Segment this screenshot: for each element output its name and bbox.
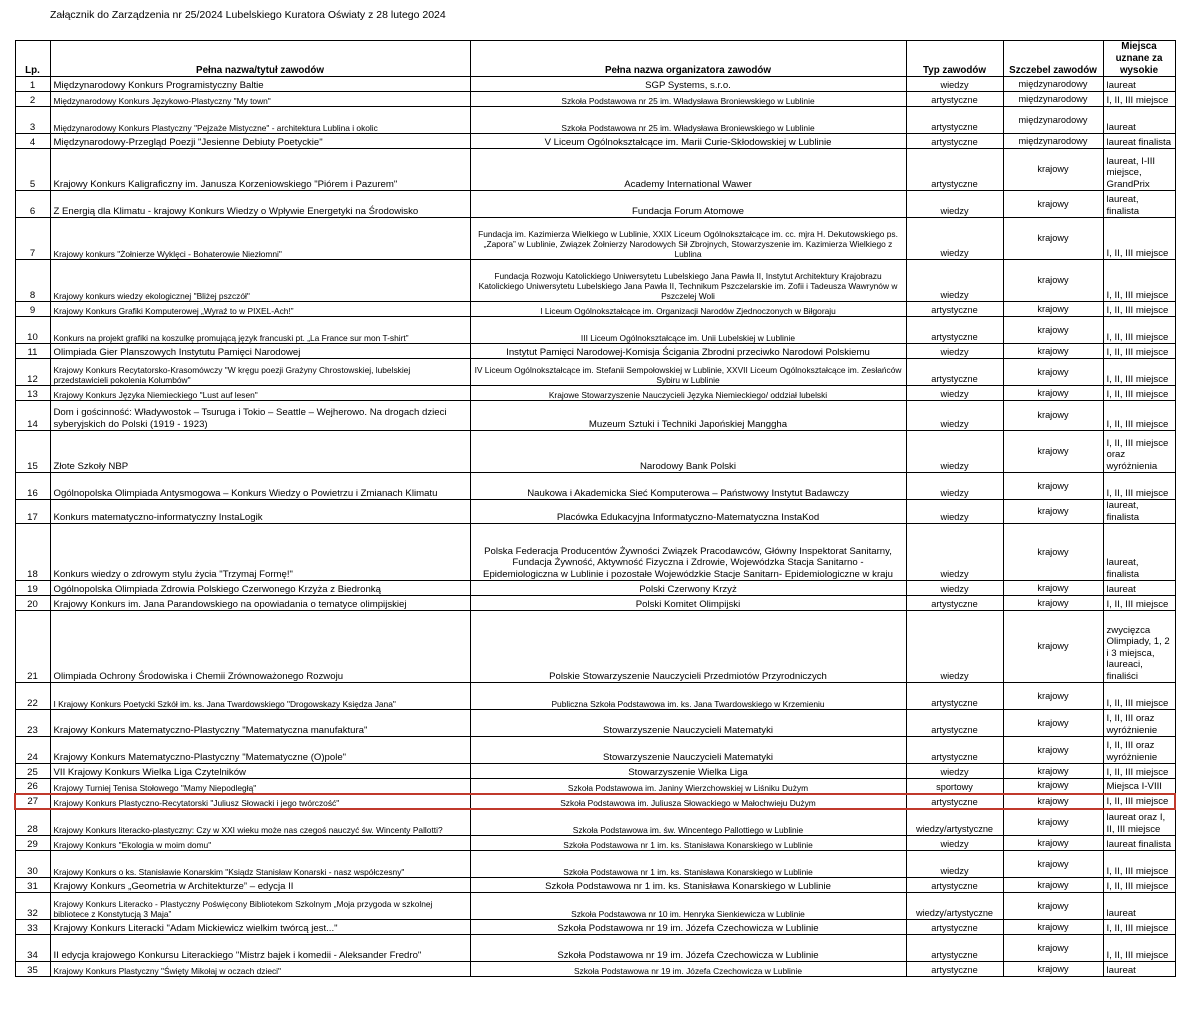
table-row [15,302,1175,317]
competition-name: Konkurs matematyczno-informatyczny InstaLogik [50,500,470,524]
table-row [15,920,1175,935]
competition-type: wiedzy [906,191,1003,218]
competition-level: krajowy [1003,596,1103,611]
recognized-places: laureat oraz I, II, III miejsce [1103,809,1175,836]
recognized-places: I, II, III miejsce [1103,683,1175,710]
competition-type: wiedzy [906,500,1003,524]
competition-level: krajowy [1003,851,1103,878]
competition-name: Krajowy konkurs "Żołnierze Wyklęci - Bohaterowie Niezłomni" [50,218,470,260]
competition-type: wiedzy [906,524,1003,581]
organizer-name: Instytut Pamięci Narodowej-Komisja Ścigania Zbrodni przeciwko Narodowi Polskiemu [470,344,906,359]
table-row [15,134,1175,149]
table-row [15,809,1175,836]
competition-type: artystyczne [906,596,1003,611]
table-row [15,878,1175,893]
table-row [15,737,1175,764]
table-row [15,431,1175,473]
competition-name: Krajowy Konkurs Grafiki Komputerowej „Wyraź to w PIXEL-Ach!” [50,302,470,317]
organizer-name: Muzeum Sztuki i Techniki Japońskiej Manggha [470,401,906,431]
row-number: 30 [15,851,50,878]
recognized-places: I, II, III miejsce [1103,851,1175,878]
recognized-places: laureat, finalista [1103,500,1175,524]
row-number: 21 [15,611,50,683]
row-number: 16 [15,473,50,500]
organizer-name: Krajowe Stowarzyszenie Nauczycieli Języka Niemieckiego/ oddział lubelski [470,386,906,401]
competition-level: krajowy [1003,962,1103,977]
table-row [15,794,1175,809]
competition-level: krajowy [1003,794,1103,809]
competition-name: Międzynarodowy Konkurs Programistyczny Baltie [50,77,470,92]
competition-name: Międzynarodowy Konkurs Plastyczny "Pejzaże Mistyczne" - architektura Lublina i okolic [50,107,470,134]
competition-name: Krajowy Konkurs Matematyczno-Plastyczny "Matematyczna manufaktura" [50,710,470,737]
row-number: 15 [15,431,50,473]
competition-name: Krajowy Konkurs Kaligraficzny im. Janusza Korzeniowskiego "Piórem i Pazurem" [50,149,470,191]
header-organizer: Pełna nazwa organizatora zawodów [470,41,906,77]
competition-name: Krajowy Konkurs Języka Niemieckiego "Lust auf lesen" [50,386,470,401]
competition-name: Konkurs na projekt grafiki na koszulkę promującą język francuski pt. „La France sur mon T-shirt” [50,317,470,344]
recognized-places: Miejsca I-VIII [1103,779,1175,794]
header-lp: Lp. [15,41,50,77]
competition-type: wiedzy [906,218,1003,260]
row-number: 31 [15,878,50,893]
table-row [15,317,1175,344]
competition-type: artystyczne [906,935,1003,962]
organizer-name: IV Liceum Ogólnokształcące im. Stefanii Sempołowskiej w Lublinie, XXVII Liceum Ogólnokształcące im. Zesłańców Sybiru w Lublinie [470,359,906,386]
recognized-places: I, II, III miejsce oraz wyróżnienia [1103,431,1175,473]
competition-type: wiedzy/artystyczne [906,893,1003,920]
table-row [15,851,1175,878]
row-number: 18 [15,524,50,581]
organizer-name: Polska Federacja Producentów Żywności Związek Pracodawców, Główny Inspektorat Sanitarny, Fundacja Żywność, Aktywność Fizyczna i Zdrowie, Wojewódzka Stacja Sanitarno - Epidemiologiczna w Lublinie i pozostałe Wojewódzkie Stacje Sanitarn- Epidemiologiczne w kraju [470,524,906,581]
recognized-places: I, II, III miejsce [1103,359,1175,386]
competition-name: Złote Szkoły NBP [50,431,470,473]
competition-name: Międzynarodowy Konkurs Językowo-Plastyczny "My town" [50,92,470,107]
competition-type: artystyczne [906,107,1003,134]
table-row [15,683,1175,710]
table-row [15,779,1175,794]
organizer-name: Szkoła Podstawowa nr 1 im. ks. Stanisława Konarskiego w Lublinie [470,878,906,893]
organizer-name: Szkoła Podstawowa nr 19 im. Józefa Czechowicza w Lublinie [470,962,906,977]
competition-level: krajowy [1003,191,1103,218]
row-number: 35 [15,962,50,977]
recognized-places: I, II, III oraz wyróżnienie [1103,737,1175,764]
table-row [15,836,1175,851]
organizer-name: Stowarzyszenie Nauczycieli Matematyki [470,737,906,764]
competition-type: wiedzy [906,260,1003,302]
table-row [15,935,1175,962]
organizer-name: Stowarzyszenie Wielka Liga [470,764,906,779]
table-row [15,386,1175,401]
row-number: 8 [15,260,50,302]
organizer-name: Szkoła Podstawowa nr 19 im. Józefa Czechowicza w Lublinie [470,920,906,935]
row-number: 17 [15,500,50,524]
competition-name: Krajowy Konkurs Plastyczno-Recytatorski "Juliusz Słowacki i jego twórczość" [50,794,470,809]
organizer-name: Publiczna Szkoła Podstawowa im. ks. Jana Twardowskiego w Krzemieniu [470,683,906,710]
recognized-places: I, II, III miejsce [1103,302,1175,317]
organizer-name: Szkoła Podstawowa nr 10 im. Henryka Sienkiewicza w Lublinie [470,893,906,920]
row-number: 29 [15,836,50,851]
table-row [15,500,1175,524]
row-number: 32 [15,893,50,920]
competition-level: krajowy [1003,779,1103,794]
table-row [15,710,1175,737]
recognized-places: laureat, I-III miejsce, GrandPrix [1103,149,1175,191]
competition-name: Krajowy Konkurs Matematyczno-Plastyczny "Matematyczne (O)pole" [50,737,470,764]
recognized-places: I, II, III miejsce [1103,920,1175,935]
row-number: 28 [15,809,50,836]
organizer-name: Szkoła Podstawowa im. Janiny Wierzchowskiej w Liśniku Dużym [470,779,906,794]
competition-level: krajowy [1003,764,1103,779]
competition-level: krajowy [1003,431,1103,473]
recognized-places: I, II, III miejsce [1103,317,1175,344]
competition-level: krajowy [1003,260,1103,302]
table-row [15,92,1175,107]
recognized-places: laureat [1103,962,1175,977]
competition-name: Ogólnopolska Olimpiada Antysmogowa – Konkurs Wiedzy o Powietrzu i Zmianach Klimatu [50,473,470,500]
table-row [15,191,1175,218]
table-row [15,764,1175,779]
table-row [15,611,1175,683]
row-number: 7 [15,218,50,260]
competition-level: międzynarodowy [1003,92,1103,107]
competition-level: krajowy [1003,500,1103,524]
competition-level: krajowy [1003,524,1103,581]
organizer-name: Szkoła Podstawowa im. św. Wincentego Pallottiego w Lublinie [470,809,906,836]
table-row [15,473,1175,500]
recognized-places: I, II, III miejsce [1103,878,1175,893]
recognized-places: I, II, III miejsce [1103,218,1175,260]
row-number: 20 [15,596,50,611]
recognized-places: I, II, III miejsce [1103,764,1175,779]
organizer-name: Szkoła Podstawowa nr 25 im. Władysława Broniewskiego w Lublinie [470,107,906,134]
row-number: 26 [15,779,50,794]
recognized-places: I, II, III miejsce [1103,401,1175,431]
organizer-name: Narodowy Bank Polski [470,431,906,473]
competition-type: artystyczne [906,359,1003,386]
competition-name: Krajowy Konkurs "Ekologia w moim domu" [50,836,470,851]
recognized-places: laureat finalista [1103,134,1175,149]
competition-name: Krajowy Konkurs Literacki "Adam Mickiewicz wielkim twórcą jest..." [50,920,470,935]
recognized-places: I, II, III miejsce [1103,92,1175,107]
table-row [15,359,1175,386]
competition-type: wiedzy/artystyczne [906,809,1003,836]
organizer-name: Polskie Stowarzyszenie Nauczycieli Przedmiotów Przyrodniczych [470,611,906,683]
organizer-name: Fundacja Forum Atomowe [470,191,906,218]
table-row [15,344,1175,359]
competition-level: krajowy [1003,401,1103,431]
competition-type: wiedzy [906,77,1003,92]
organizer-name: V Liceum Ogólnokształcące im. Marii Curie-Skłodowskiej w Lublinie [470,134,906,149]
competition-name: Olimpiada Gier Planszowych Instytutu Pamięci Narodowej [50,344,470,359]
competition-level: międzynarodowy [1003,107,1103,134]
table-row [15,401,1175,431]
table-body [15,77,1175,977]
competition-level: krajowy [1003,302,1103,317]
organizer-name: Szkoła Podstawowa nr 19 im. Józefa Czechowicza w Lublinie [470,935,906,962]
competitions-table [14,40,1176,977]
recognized-places: I, II, III miejsce [1103,260,1175,302]
competition-name: Krajowy Konkurs im. Jana Parandowskiego na opowiadania o tematyce olimpijskiej [50,596,470,611]
row-number: 13 [15,386,50,401]
row-number: 10 [15,317,50,344]
competition-name: Krajowy konkurs wiedzy ekologicznej "Bliżej pszczół" [50,260,470,302]
competition-type: artystyczne [906,683,1003,710]
recognized-places: laureat [1103,107,1175,134]
competition-type: artystyczne [906,134,1003,149]
table-row [15,524,1175,581]
competition-type: artystyczne [906,920,1003,935]
row-number: 9 [15,302,50,317]
organizer-name: Placówka Edukacyjna Informatyczno-Matematyczna InstaKod [470,500,906,524]
recognized-places: laureat, finalista [1103,524,1175,581]
competition-name: Krajowy Turniej Tenisa Stołowego "Mamy Niepodległą" [50,779,470,794]
competition-type: artystyczne [906,302,1003,317]
recognized-places: laureat finalista [1103,836,1175,851]
organizer-name: Szkoła Podstawowa im. Juliusza Słowackiego w Małochwieju Dużym [470,794,906,809]
competition-name: Międzynarodowy-Przegląd Poezji "Jesienne Debiuty Poetyckie" [50,134,470,149]
competition-level: krajowy [1003,473,1103,500]
competition-level: krajowy [1003,935,1103,962]
competition-name: Dom i gościnność: Władywostok – Tsuruga i Tokio – Seattle – Wejherowo. Na drogach dzieci syberyjskich do Polski (1919 - 1923) [50,401,470,431]
competition-level: krajowy [1003,893,1103,920]
row-number: 14 [15,401,50,431]
row-number: 4 [15,134,50,149]
competition-type: wiedzy [906,581,1003,596]
row-number: 12 [15,359,50,386]
recognized-places: zwycięzca Olimpiady, 1, 2 i 3 miejsca, laureaci, finaliści [1103,611,1175,683]
recognized-places: I, II, III miejsce [1103,935,1175,962]
competition-type: wiedzy [906,344,1003,359]
competition-type: artystyczne [906,710,1003,737]
organizer-name: Fundacja im. Kazimierza Wielkiego w Lublinie, XXIX Liceum Ogólnokształcące im. cc. mjra H. Dekutowskiego ps. „Zapora” w Lublinie, Związek Żołnierzy Narodowych Sił Zbrojnych, Stowarzyszenie im. Kazimierza Wielkiego z Lublina [470,218,906,260]
document-caption: Załącznik do Zarządzenia nr 25/2024 Lubelskiego Kuratora Oświaty z 28 lutego 2024 [50,9,446,21]
organizer-name: Fundacja Rozwoju Katolickiego Uniwersytetu Lubelskiego Jana Pawła II, Instytut Architektury Krajobrazu Katolickiego Uniwersytetu Lubelskiego Jana Pawła II, Technikum Pszczelarskie im. Zofii i Tadeusza Wawrynów w Pszczelej Woli [470,260,906,302]
recognized-places: I, II, III miejsce [1103,473,1175,500]
organizer-name: Szkoła Podstawowa nr 1 im. ks. Stanisława Konarskiego w Lublinie [470,836,906,851]
competition-type: artystyczne [906,92,1003,107]
competition-level: krajowy [1003,218,1103,260]
organizer-name: I Liceum Ogólnokształcące im. Organizacji Narodów Zjednoczonych w Biłgoraju [470,302,906,317]
header-type: Typ zawodów [906,41,1003,77]
competition-name: Krajowy Konkurs „Geometria w Architekturze” – edycja II [50,878,470,893]
recognized-places: laureat [1103,893,1175,920]
recognized-places: I, II, III miejsce [1103,794,1175,809]
competition-type: artystyczne [906,794,1003,809]
competition-level: międzynarodowy [1003,134,1103,149]
competition-type: wiedzy [906,611,1003,683]
organizer-name: SGP Systems, s.r.o. [470,77,906,92]
recognized-places: laureat [1103,77,1175,92]
competition-type: artystyczne [906,737,1003,764]
organizer-name: Academy International Wawer [470,149,906,191]
recognized-places: I, II, III miejsce [1103,596,1175,611]
competition-level: krajowy [1003,809,1103,836]
organizer-name: Szkoła Podstawowa nr 1 im. ks. Stanisława Konarskiego w Lublinie [470,851,906,878]
table-row [15,581,1175,596]
row-number: 11 [15,344,50,359]
competition-type: sportowy [906,779,1003,794]
header-name: Pełna nazwa/tytuł zawodów [50,41,470,77]
row-number: 24 [15,737,50,764]
row-number: 33 [15,920,50,935]
competition-type: artystyczne [906,149,1003,191]
table-row [15,260,1175,302]
competition-name: Krajowy Konkurs Plastyczny "Święty Mikołaj w oczach dzieci" [50,962,470,977]
competition-level: krajowy [1003,344,1103,359]
competition-level: międzynarodowy [1003,77,1103,92]
row-number: 2 [15,92,50,107]
recognized-places: I, II, III miejsce [1103,344,1175,359]
table-row [15,107,1175,134]
row-number: 3 [15,107,50,134]
competition-name: Krajowy Konkurs o ks. Stanisławie Konarskim "Ksiądz Stanisław Konarski - nasz współczesny" [50,851,470,878]
competition-level: krajowy [1003,710,1103,737]
table-row [15,893,1175,920]
table-row [15,218,1175,260]
competition-level: krajowy [1003,836,1103,851]
table-row [15,149,1175,191]
competition-level: krajowy [1003,386,1103,401]
competition-type: artystyczne [906,962,1003,977]
competition-name: I Krajowy Konkurs Poetycki Szkół im. ks. Jana Twardowskiego "Drogowskazy Księdza Jana" [50,683,470,710]
competition-type: artystyczne [906,317,1003,344]
competition-level: krajowy [1003,581,1103,596]
table-row [15,77,1175,92]
competition-name: Olimpiada Ochrony Środowiska i Chemii Zrównoważonego Rozwoju [50,611,470,683]
competition-level: krajowy [1003,920,1103,935]
competition-level: krajowy [1003,611,1103,683]
competition-name: Krajowy Konkurs Recytatorsko-Krasomówczy "W kręgu poezji Grażyny Chrostowskiej, lubelskiej przedstawicieli pokolenia Kolumbów" [50,359,470,386]
competition-type: wiedzy [906,401,1003,431]
row-number: 27 [15,794,50,809]
competition-level: krajowy [1003,737,1103,764]
competition-level: krajowy [1003,149,1103,191]
header-level: Szczebel zawodów [1003,41,1103,77]
competition-name: Z Energią dla Klimatu - krajowy Konkurs Wiedzy o Wpływie Energetyki na Środowisko [50,191,470,218]
header-place: Miejsca uznane za wysokie [1103,41,1175,77]
organizer-name: Szkoła Podstawowa nr 25 im. Władysława Broniewskiego w Lublinie [470,92,906,107]
competition-name: Krajowy Konkurs literacko-plastyczny: Czy w XXI wieku może nas czegoś nauczyć św. Wincenty Pallotti? [50,809,470,836]
competition-type: wiedzy [906,836,1003,851]
recognized-places: laureat, finalista [1103,191,1175,218]
competition-level: krajowy [1003,878,1103,893]
row-number: 25 [15,764,50,779]
competition-type: wiedzy [906,764,1003,779]
competition-level: krajowy [1003,683,1103,710]
table-row [15,596,1175,611]
organizer-name: Naukowa i Akademicka Sieć Komputerowa – Państwowy Instytut Badawczy [470,473,906,500]
row-number: 34 [15,935,50,962]
competition-name: VII Krajowy Konkurs Wielka Liga Czytelników [50,764,470,779]
organizer-name: III Liceum Ogólnokształcące im. Unii Lubelskiej w Lublinie [470,317,906,344]
row-number: 1 [15,77,50,92]
organizer-name: Polski Czerwony Krzyż [470,581,906,596]
competition-level: krajowy [1003,317,1103,344]
competition-type: wiedzy [906,431,1003,473]
row-number: 19 [15,581,50,596]
row-number: 6 [15,191,50,218]
organizer-name: Stowarzyszenie Nauczycieli Matematyki [470,710,906,737]
row-number: 22 [15,683,50,710]
recognized-places: I, II, III oraz wyróżnienie [1103,710,1175,737]
organizer-name: Polski Komitet Olimpijski [470,596,906,611]
row-number: 5 [15,149,50,191]
table-row [15,962,1175,977]
competition-name: Krajowy Konkurs Literacko - Plastyczny Poświęcony Bibliotekom Szkolnym „Moja przygoda w szkolnej bibliotece z Konstytucją 3 Maja” [50,893,470,920]
table-header-row [15,41,1175,77]
competition-name: Konkurs wiedzy o zdrowym stylu życia "Trzymaj Formę!" [50,524,470,581]
competition-type: artystyczne [906,878,1003,893]
recognized-places: laureat [1103,581,1175,596]
row-number: 23 [15,710,50,737]
recognized-places: I, II, III miejsce [1103,386,1175,401]
competition-type: wiedzy [906,386,1003,401]
competition-type: wiedzy [906,473,1003,500]
competition-level: krajowy [1003,359,1103,386]
competition-name: II edycja krajowego Konkursu Literackiego "Mistrz bajek i komedii - Aleksander Fredro" [50,935,470,962]
competition-name: Ogólnopolska Olimpiada Zdrowia Polskiego Czerwonego Krzyża z Biedronką [50,581,470,596]
competition-type: wiedzy [906,851,1003,878]
